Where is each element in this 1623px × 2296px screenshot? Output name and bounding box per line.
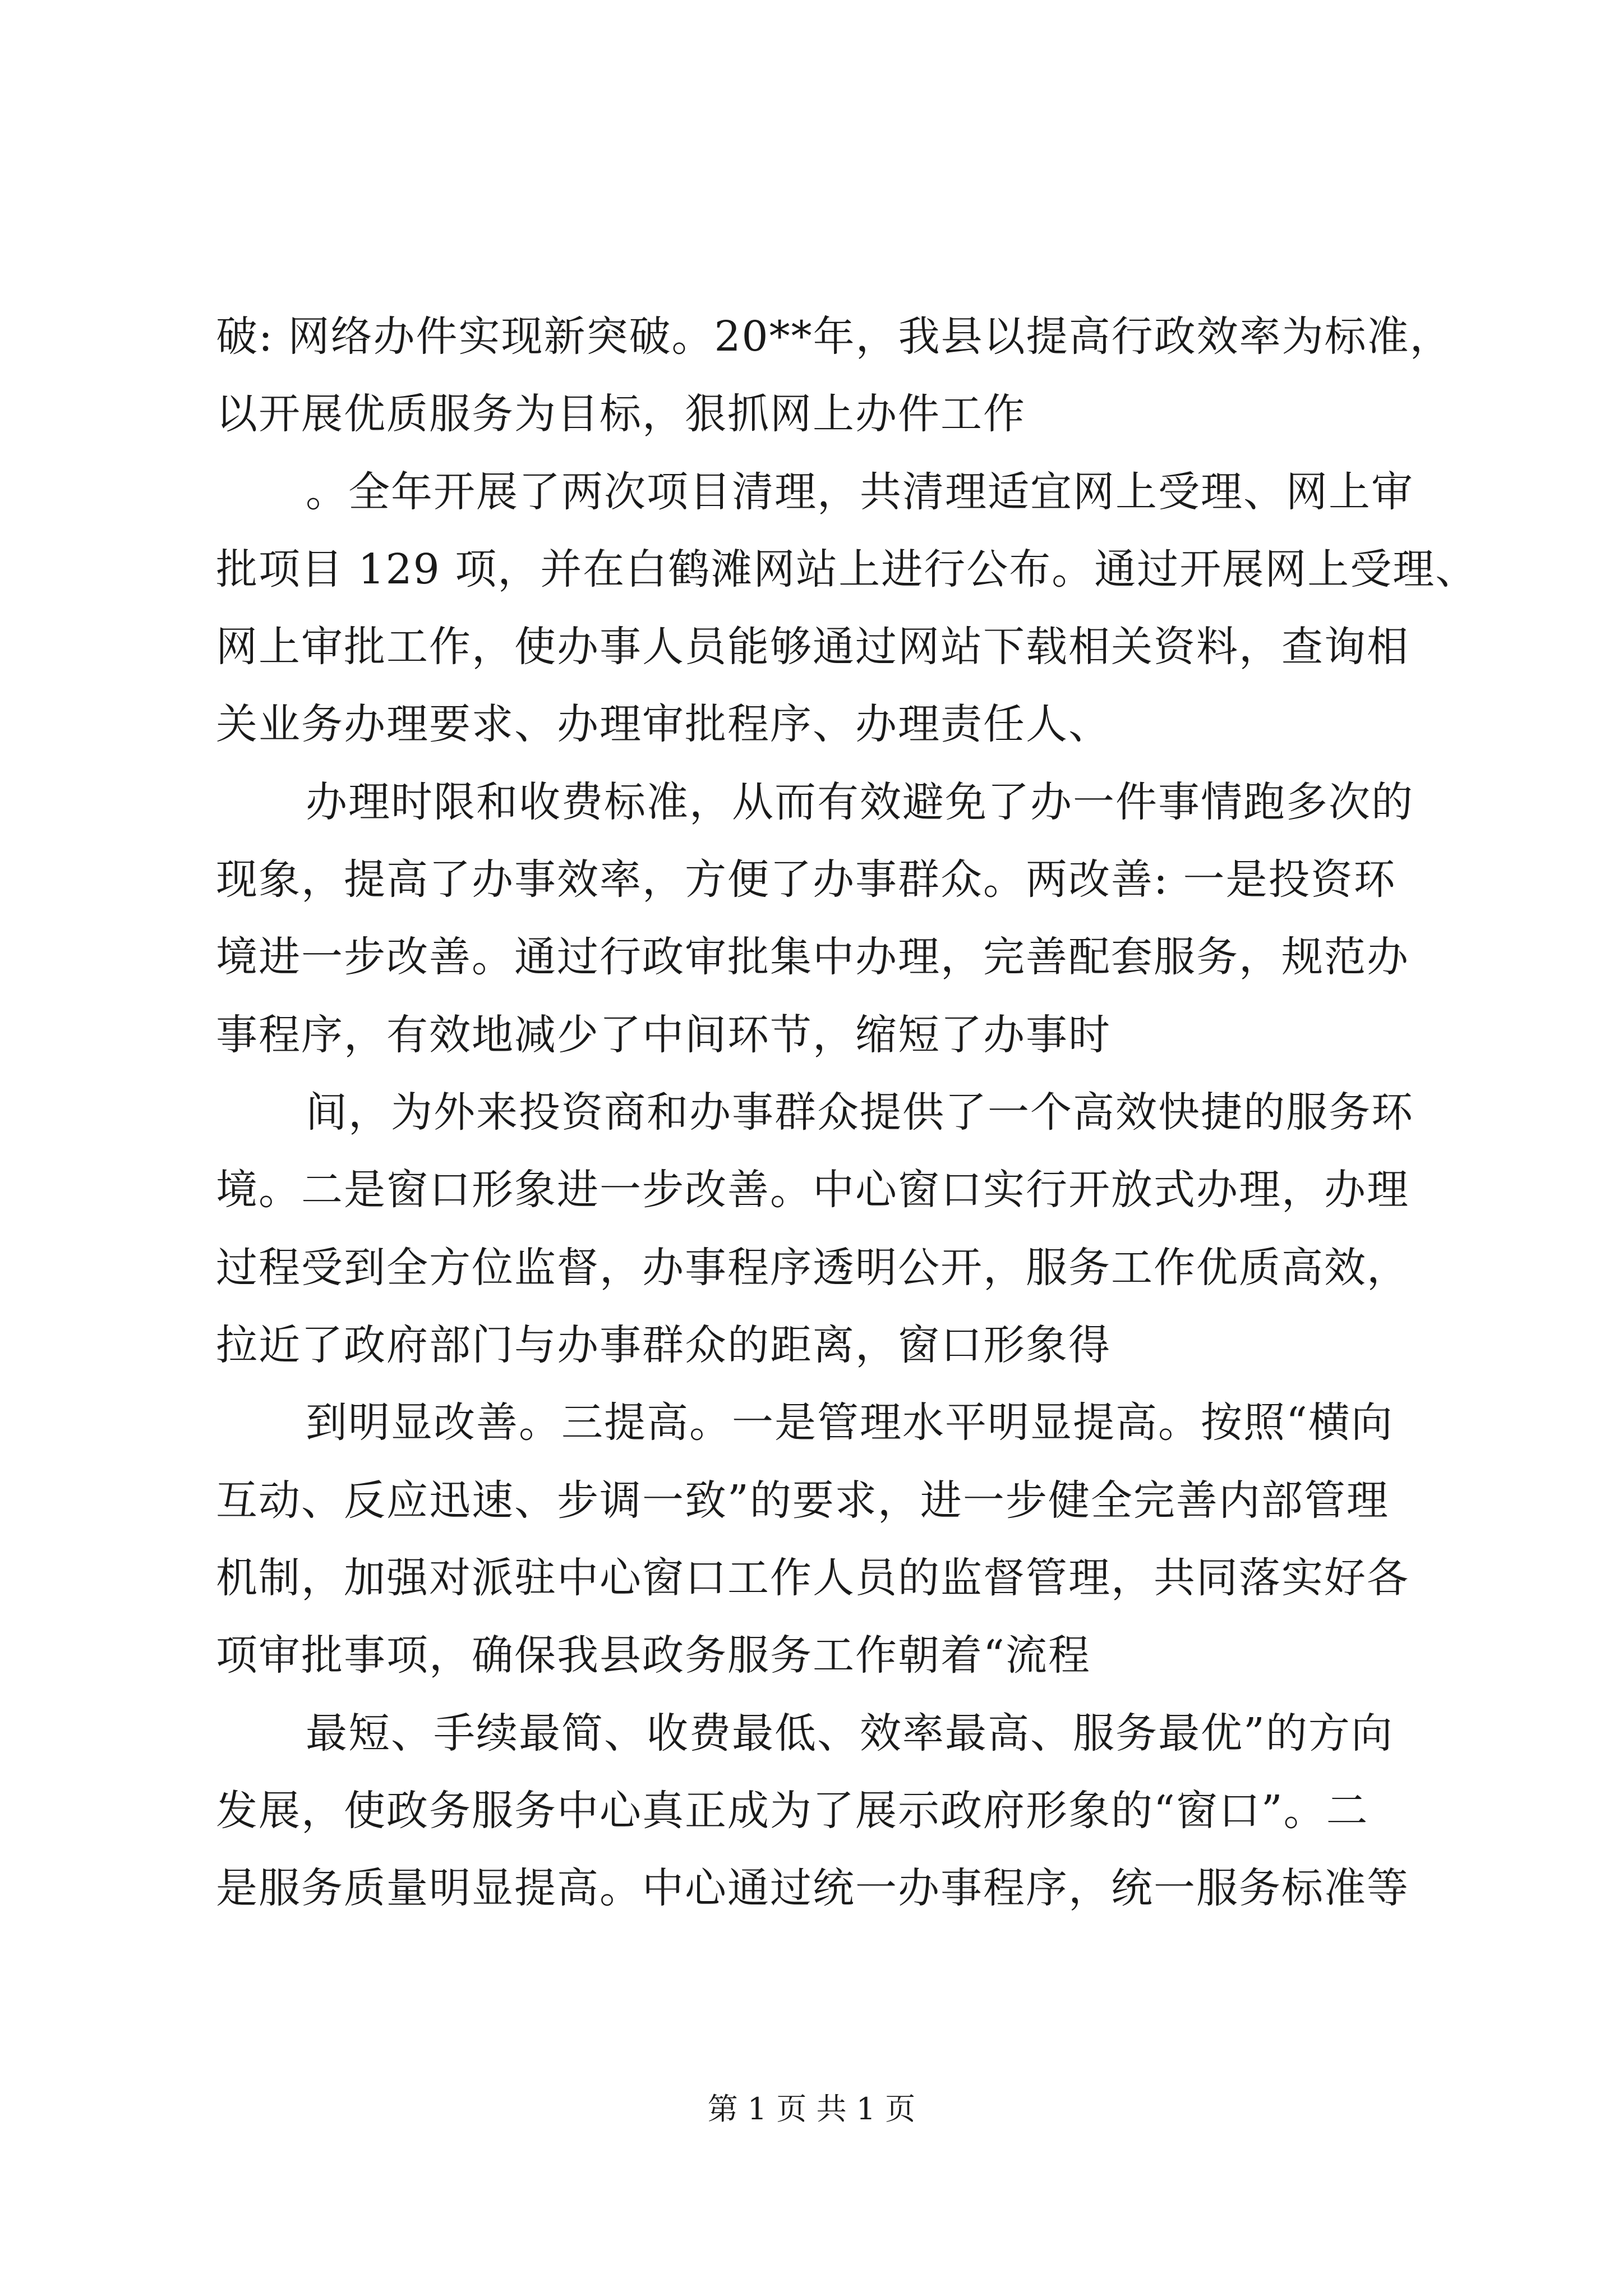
- text-line: 项审批事项，确保我县政务服务工作朝着“流程: [216, 1631, 1091, 1680]
- text-line: 办理时限和收费标准，从而有效避免了办一件事情跑多次的: [306, 778, 1414, 826]
- text-line: 破: 网络办件实现新突破。20**年，我县以提高行政效率为标准，: [216, 312, 1453, 361]
- text-line: 批项目 129 项，并在白鹤滩网站上进行公布。通过开展网上受理、: [216, 545, 1478, 593]
- text-line: 最短、手续最简、收费最低、效率最高、服务最优”的方向: [306, 1709, 1394, 1757]
- text-line: 发展，使政务服务中心真正成为了展示政府形象的“窗口”。二: [216, 1787, 1369, 1835]
- text-line: 境。二是窗口形象进一步改善。中心窗口实行开放式办理，办理: [216, 1166, 1409, 1214]
- text-line: 间，为外来投资商和办事群众提供了一个高效快捷的服务环: [306, 1088, 1414, 1137]
- text-line: 到明显改善。三提高。一是管理水平明显提高。按照“横向: [306, 1398, 1394, 1447]
- text-line: 互动、反应迅速、步调一致”的要求，进一步健全完善内部管理: [216, 1476, 1389, 1525]
- text-line: 机制，加强对派驻中心窗口工作人员的监督管理，共同落实好各: [216, 1554, 1409, 1602]
- text-line: 网上审批工作，使办事人员能够通过网站下载相关资料，查询相: [216, 623, 1409, 671]
- text-line: 境进一步改善。通过行政审批集中办理，完善配套服务，规范办: [216, 933, 1409, 981]
- text-line: 关业务办理要求、办理审批程序、办理责任人、: [216, 700, 1111, 748]
- text-line: 事程序，有效地减少了中间环节，缩短了办事时: [216, 1011, 1111, 1059]
- text-line: 过程受到全方位监督，办事程序透明公开，服务工作优质高效，: [216, 1244, 1409, 1292]
- text-line: 。全年开展了两次项目清理，共清理适宜网上受理、网上审: [306, 468, 1414, 516]
- text-line: 现象，提高了办事效率，方便了办事群众。两改善: 一是投资环: [216, 855, 1396, 904]
- text-line: 是服务质量明显提高。中心通过统一办事程序，统一服务标准等: [216, 1864, 1409, 1912]
- text-line: 以开展优质服务为目标，狠抓网上办件工作: [216, 390, 1026, 438]
- text-line: 拉近了政府部门与办事群众的距离，窗口形象得: [216, 1321, 1111, 1369]
- page-number-footer: 第 1 页 共 1 页: [707, 2091, 916, 2127]
